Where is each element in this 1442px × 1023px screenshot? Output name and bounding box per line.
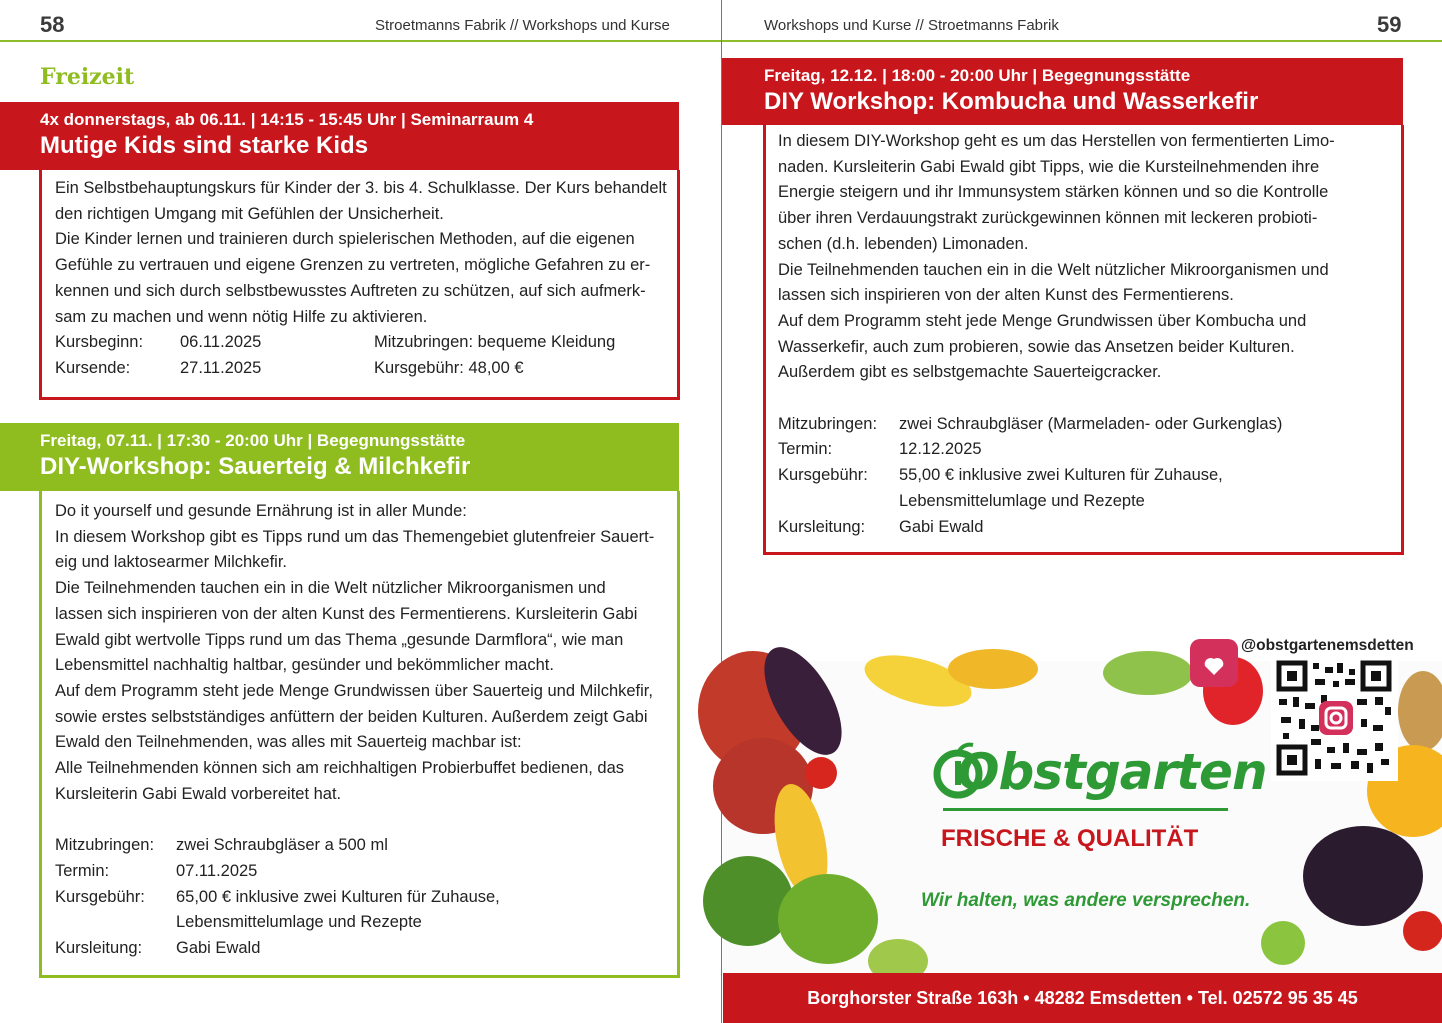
course1-bring: Mitzubringen: bequeme Kleidung (374, 333, 616, 352)
eggplant-right-icon (1303, 826, 1423, 926)
course1-line: Gefühle zu vertrauen und eigene Grenzen zu vertreten, mögliche Gefahren zu er- (55, 256, 651, 275)
course3-bring-value: zwei Schraubgläser (Marmeladen- oder Gurkenglas) (899, 414, 1283, 433)
tomato-icon (805, 757, 837, 789)
course3-fee-label: Kursgebühr: (778, 466, 868, 485)
course1-description (55, 176, 675, 382)
course3-date-value: 12.12.2025 (899, 440, 982, 459)
lemon-icon (948, 649, 1038, 689)
course3-fee-row (778, 463, 1400, 489)
course3-lead-label: Kursleitung: (778, 517, 866, 536)
course2-fee-label: Kursgebühr: (55, 887, 145, 906)
brand-claim: FRISCHE & QUALITÄT (941, 825, 1199, 852)
course1-end-value: 27.11.2025 (180, 358, 262, 377)
course2-line: eig und laktosearmer Milchkefir. (55, 553, 288, 572)
course3-line: lassen sich inspirieren von der alten Kunst des Fermentierens. (778, 286, 1234, 305)
course2-line: Auf dem Programm steht jede Menge Grundwissen über Sauerteig und Milchkefir, (55, 681, 653, 700)
course2-line: Alle Teilnehmenden können sich am reichhaltigen Probierbuffet bedienen, das (55, 759, 625, 778)
course2-line: lassen sich inspirieren von der alten Kunst des Fermentierens. Kursleiterin Gabi (55, 604, 638, 623)
course1-end-label: Kursende: (55, 358, 131, 377)
course2-bring-value: zwei Schraubgläser a 500 ml (176, 836, 388, 855)
brand-underline (943, 808, 1228, 811)
ad-address-bar: Borghorster Straße 163h • 48282 Emsdetten • Tel. 02572 95 35 45 (723, 973, 1442, 1023)
course3-fee-value-2: Lebensmittelumlage und Rezepte (899, 491, 1145, 510)
course3-box (763, 125, 1404, 555)
course1-fee: Kursgebühr: 48,00 € (374, 358, 524, 377)
qr-code-icon (1271, 659, 1398, 781)
course3-line: Auf dem Programm steht jede Menge Grundwissen über Kombucha und (778, 311, 1307, 330)
course3-date-label: Termin: (778, 440, 833, 459)
running-head-left: Stroetmanns Fabrik // Workshops und Kurse (375, 17, 670, 34)
course2-date-row (55, 859, 675, 885)
course2-lead-row (55, 936, 675, 962)
course2-description (55, 499, 675, 962)
course3-bring-row (778, 412, 1400, 438)
lettuce-icon (1103, 651, 1193, 695)
course2-lead-value: Gabi Ewald (176, 938, 261, 957)
section-title: Freizeit (40, 64, 135, 90)
course2-line: Do it yourself und gesunde Ernährung ist in aller Munde: (55, 502, 467, 520)
course1-header (0, 102, 679, 170)
course1-title: Mutige Kids sind starke Kids (40, 132, 369, 159)
brand-name: Obstgarten (957, 743, 1267, 801)
course1-line: Ein Selbstbehauptungskurs für Kinder der 3. bis 4. Schulklasse. Der Kurs behandelt (55, 179, 667, 197)
brand-slogan: Wir halten, was andere versprechen. (921, 890, 1251, 911)
course1-start-label: Kursbeginn: (55, 333, 144, 352)
obstgarten-ad (723, 637, 1442, 973)
course3-meta: Freitag, 12.12. | 18:00 - 20:00 Uhr | Begegnungsstätte (764, 66, 1191, 85)
course2-line: Kursleiterin Gabi Ewald vorbereitet hat. (55, 784, 342, 803)
course3-line: naden. Kursleiterin Gabi Ewald gibt Tipps, wie die Kursteilnehmenden ihre (778, 157, 1320, 176)
course1-start-row (55, 330, 675, 356)
instagram-handle: @obstgartenemsdetten (1241, 637, 1414, 654)
course2-bring-label: Mitzubringen: (55, 836, 155, 855)
course2-bring-row (55, 833, 675, 859)
course2-meta: Freitag, 07.11. | 17:30 - 20:00 Uhr | Begegnungsstätte (40, 431, 466, 450)
spacer (778, 386, 1400, 412)
course3-header (722, 58, 1403, 125)
broccoli-icon (703, 856, 793, 946)
course2-fee-value: 65,00 € inklusive zwei Kulturen für Zuhause, (176, 887, 500, 906)
course2-line: Ewald den Teilnehmenden, was alles mit Sauerteig machbar ist: (55, 733, 522, 752)
course3-title: DIY Workshop: Kombucha und Wasserkefir (764, 88, 1259, 115)
course2-line: Die Teilnehmenden tauchen ein in die Welt nützlicher Mikroorganismen und (55, 579, 606, 598)
course3-date-row (778, 437, 1400, 463)
course3-line: Die Teilnehmenden tauchen ein in die Welt nützlicher Mikroorganismen und (778, 260, 1329, 279)
lime-icon (1261, 921, 1305, 965)
course3-line: In diesem DIY-Workshop geht es um das Herstellen von fermentierten Limo- (778, 132, 1335, 150)
course2-fee-row-2 (55, 910, 675, 936)
course2-lead-label: Kursleitung: (55, 938, 143, 957)
green-pepper-icon (778, 874, 878, 964)
course1-box (39, 170, 680, 400)
course3-line: über ihren Verdauungstrakt zurückgewinnen können mit leckeren probioti- (778, 209, 1318, 228)
course2-line: In diesem Workshop gibt es Tipps rund um das Themengebiet glutenfreier Sauert- (55, 527, 655, 546)
course1-line: kennen und sich durch selbstbewusstes Auftreten zu schützen, auf sich aufmerk- (55, 281, 646, 300)
course1-line: sam zu machen und wenn nötig Hilfe zu aktivieren. (55, 307, 428, 326)
course3-line: Energie steigern und ihr Immunsystem stärken können und so die Kontrolle (778, 183, 1329, 202)
course1-meta: 4x donnerstags, ab 06.11. | 14:15 - 15:45 Uhr | Seminarraum 4 (40, 110, 534, 129)
course3-line: Wasserkefir, auch zum probieren, sowie das Ansetzen beider Kulturen. (778, 337, 1295, 356)
course2-line: sowie erstes selbstständiges anfüttern der beiden Kulturen. Außerdem zeigt Gabi (55, 707, 648, 726)
course3-fee-value: 55,00 € inklusive zwei Kulturen für Zuhause, (899, 466, 1223, 485)
header-rule-right (722, 40, 1442, 42)
course2-header (0, 423, 679, 491)
qr-code[interactable] (1271, 659, 1398, 781)
course2-line: Ewald gibt wertvolle Tipps rund um das Thema „gesunde Darmflora“, wie man (55, 630, 624, 649)
spacer (55, 807, 675, 833)
course2-box (39, 491, 680, 978)
course3-lead-row (778, 515, 1400, 541)
ginger-icon (1398, 671, 1442, 751)
course3-fee-row-2 (778, 489, 1400, 515)
course1-line: den richtigen Umgang mit Gefühlen der Unsicherheit. (55, 204, 444, 223)
course1-end-row (55, 356, 675, 382)
course2-date-value: 07.11.2025 (176, 861, 258, 880)
course3-line: schen (d.h. lebenden) Limonaden. (778, 234, 1029, 253)
tomato-right-icon (1403, 911, 1442, 951)
course1-start-value: 06.11.2025 (180, 333, 262, 352)
course1-line: Die Kinder lernen und trainieren durch spielerischen Methoden, auf die eigenen (55, 230, 635, 249)
course2-date-label: Termin: (55, 861, 110, 880)
course2-fee-row (55, 885, 675, 911)
course3-bring-label: Mitzubringen: (778, 414, 878, 433)
course3-lead-value: Gabi Ewald (899, 517, 984, 536)
page-number-left: 58 (40, 12, 65, 37)
course2-line: Lebensmittel nachhaltig haltbar, gesünder und bekömmlicher macht. (55, 656, 554, 675)
page-number-right: 59 (1377, 12, 1402, 37)
course2-fee-value-2: Lebensmittelumlage und Rezepte (176, 913, 422, 932)
course3-line: Außerdem gibt es selbstgemachte Sauerteigcracker. (778, 363, 1162, 382)
course2-title: DIY-Workshop: Sauerteig & Milchkefir (40, 453, 471, 480)
course3-description (778, 129, 1400, 540)
running-head-right: Workshops und Kurse // Stroetmanns Fabrik (764, 17, 1059, 34)
header-rule-left (0, 40, 721, 42)
